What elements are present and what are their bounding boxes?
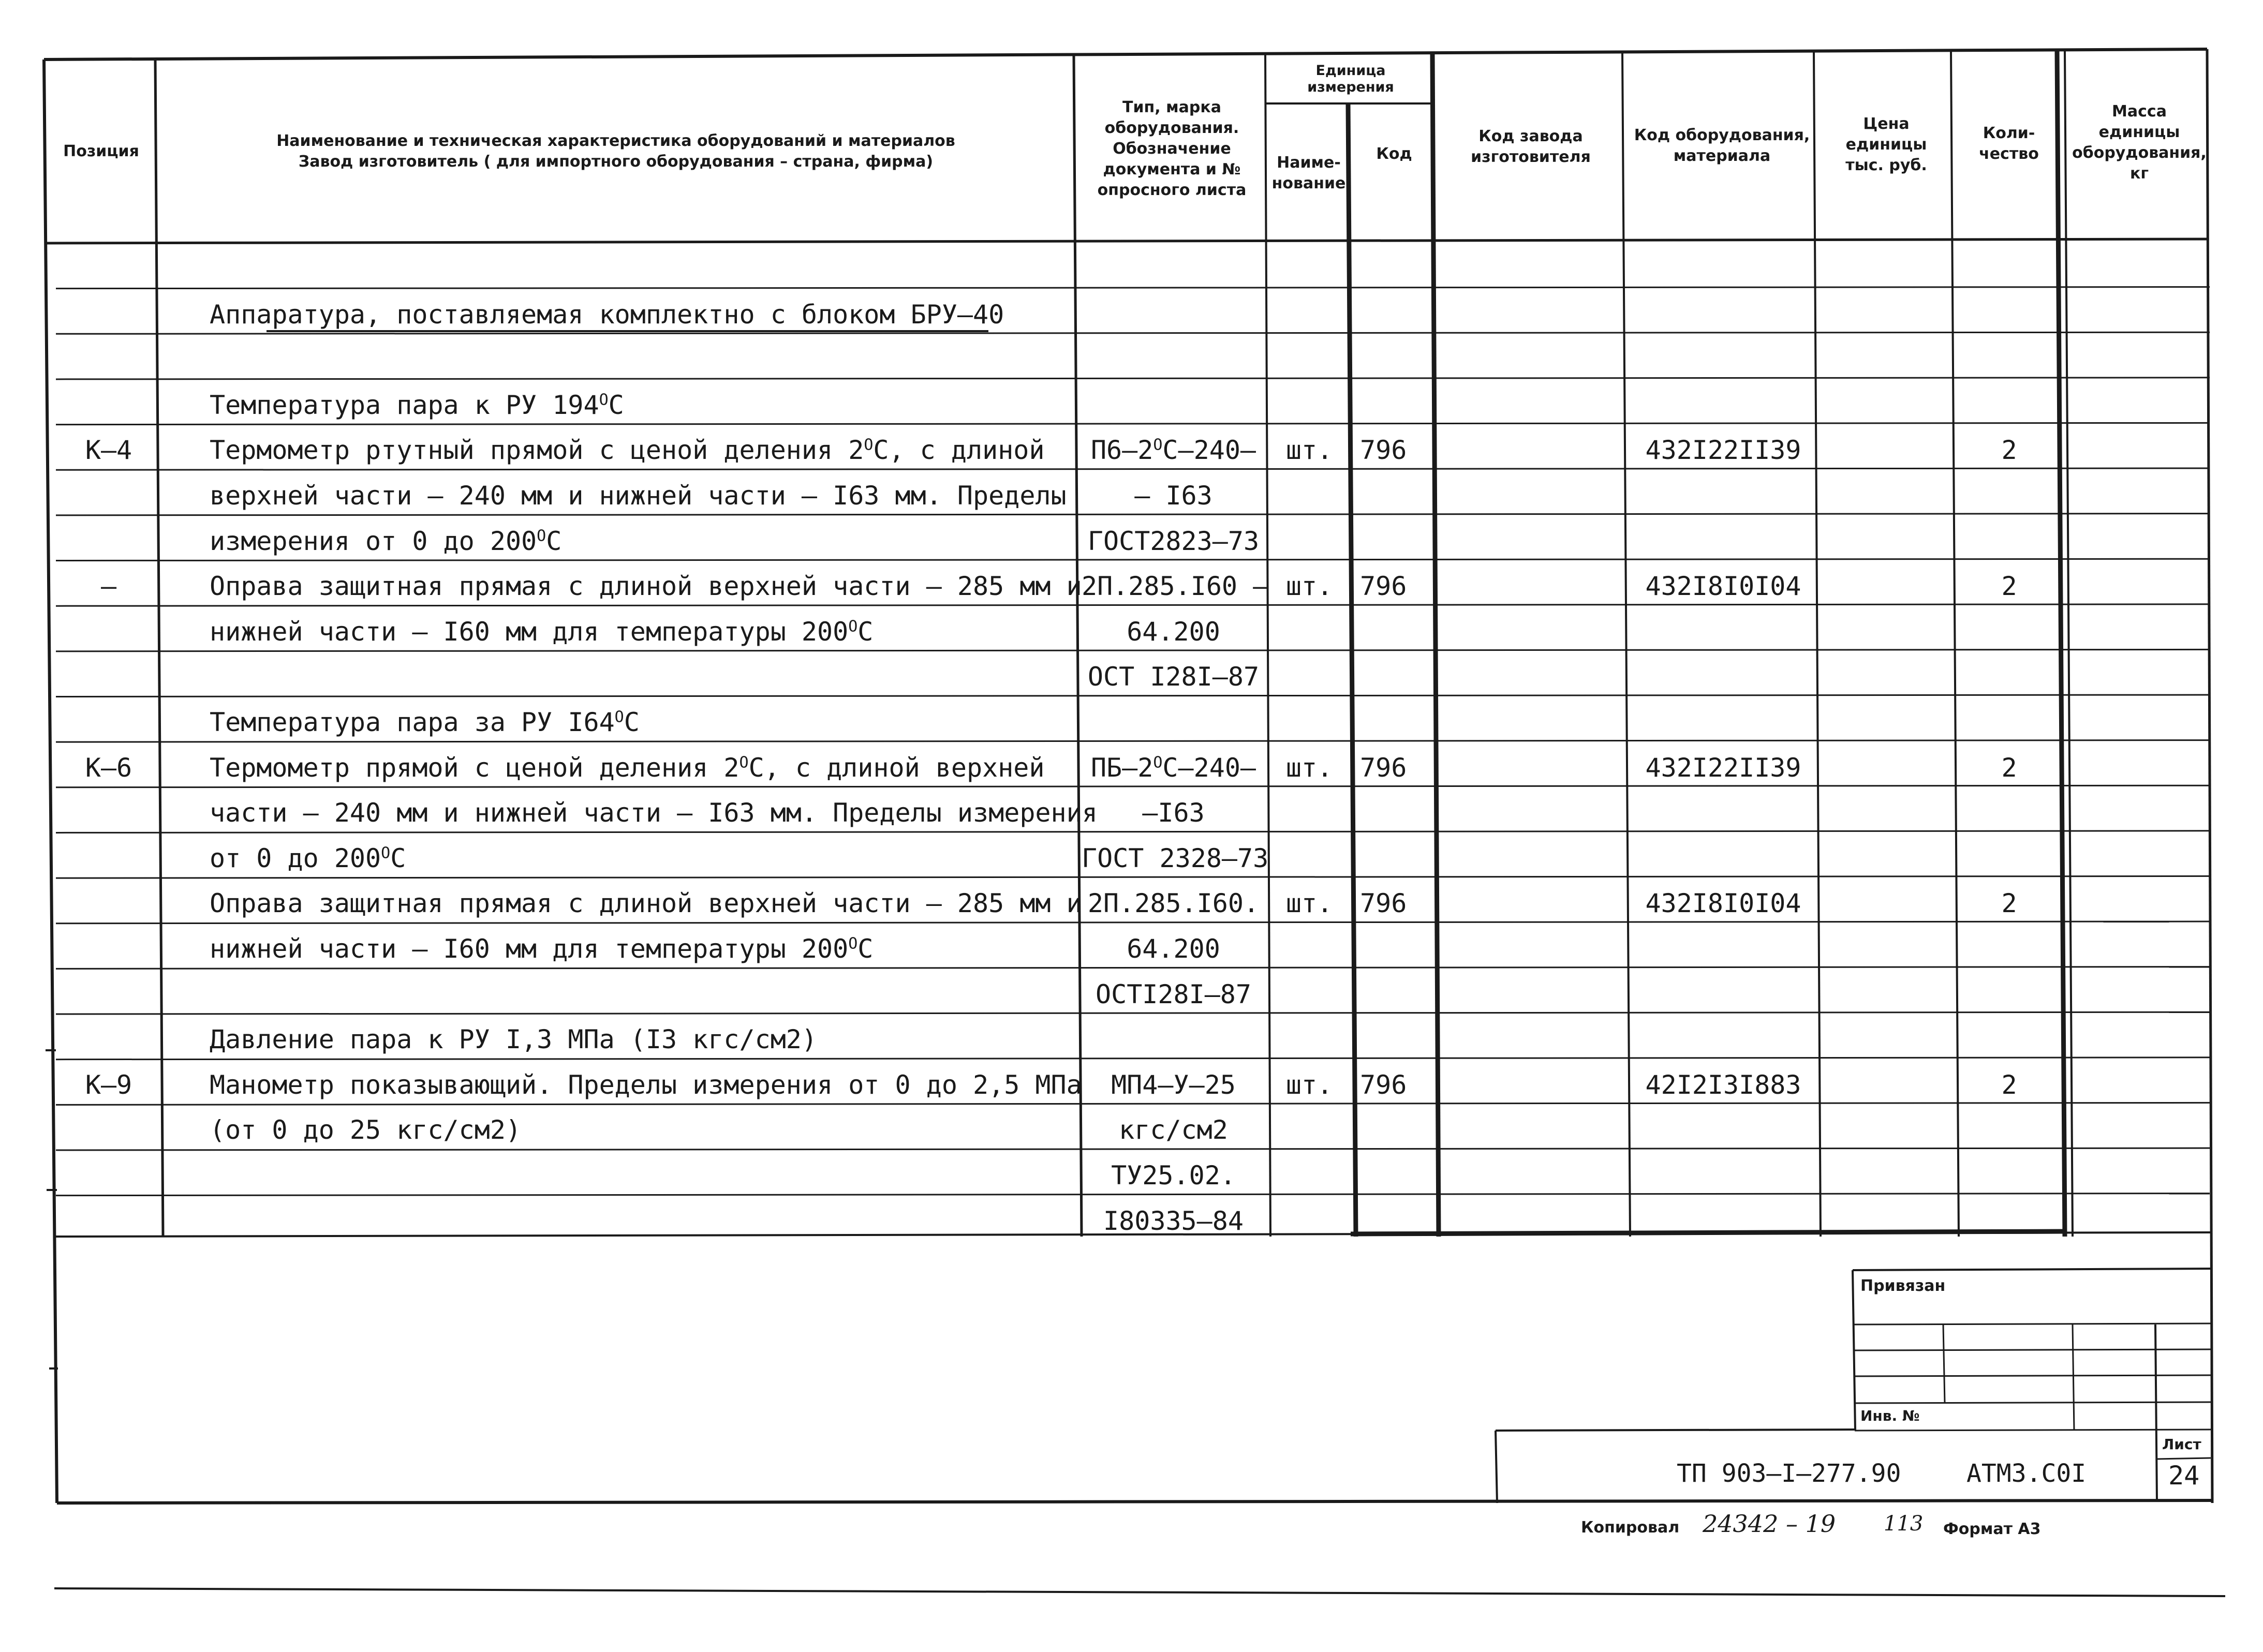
row-type: I80335–84 (1103, 1205, 1244, 1236)
row-name: нижней части – I60 мм для температуры $200^OС$ (210, 616, 874, 647)
row-code: 796 (1360, 435, 1407, 466)
header-price: Цена единицы тыс. руб. (1845, 114, 1927, 174)
row-qty: 2 (2001, 571, 2017, 602)
row-type: 64.200 (1127, 934, 1220, 964)
row-name: Термометр прямой с ценой деления $2^OС$, с длиной верхней (210, 752, 1045, 783)
row-pos: – (100, 571, 117, 602)
row-name: верхней части – 240 мм и нижней части – I63 мм. Пределы (210, 481, 1067, 511)
footer-format-label: Формат А3 (1943, 1520, 2041, 1538)
row-qty: 2 (2001, 888, 2017, 919)
header-unit-name: Наиме- нование (1271, 154, 1346, 192)
row-equip: 432I8I0I04 (1645, 888, 1801, 919)
row-name: (от 0 до 25 кгс/см2) (210, 1115, 522, 1145)
stamp-sheet-number: 24 (2168, 1461, 2200, 1491)
row-type: ГОСТ2823–73 (1087, 526, 1260, 556)
row-type: ОСТI28I–87 (1095, 979, 1252, 1009)
header-position: Позиция (63, 142, 139, 160)
row-unit: шт. (1285, 571, 1333, 602)
row-name: Давление пара к РУ I,3 МПа (I3 кгс/см2) (210, 1024, 817, 1055)
row-type: 2П.285.I60. (1087, 888, 1260, 919)
row-name: части – 240 мм и нижней части – I63 мм. Пределы измерения (210, 798, 1098, 828)
stamp-doc-section: АТМ3.С0I (1966, 1459, 2087, 1488)
row-pos: К–4 (85, 435, 132, 466)
row-pos: К–6 (85, 752, 132, 783)
header-equip-code: Код оборудования, материала (1634, 126, 1810, 165)
header-mass: Масса единицы оборудования, кг (2072, 102, 2207, 183)
row-type: МП4–У–25 (1111, 1069, 1236, 1100)
row-type: $ПБ-2^OС-240-$ (1090, 752, 1256, 783)
row-name: Температура пара к РУ $194^OС$ (210, 390, 624, 420)
row-type: ОСТ I28I–87 (1087, 662, 1260, 692)
row-name: Оправа защитная прямая с длиной верхней части – 285 мм и (210, 571, 1082, 602)
row-name: нижней части – I60 мм для температуры $200^OС$ (210, 934, 874, 964)
header-type: Тип, марка оборудования. Обозначение документа и № опросного листа (1097, 98, 1247, 199)
header-name: Наименование и техническая характеристика оборудований и материалов Завод изготовитель ( для импортного оборудования – страна, фирма) (276, 132, 955, 171)
row-code: 796 (1360, 752, 1407, 783)
section-underline (267, 330, 988, 332)
row-name: Оправа защитная прямая с длиной верхней части – 285 мм и (210, 888, 1082, 919)
row-unit: шт. (1285, 1069, 1333, 1100)
stamp-linked-label: Привязан (1860, 1277, 1946, 1295)
row-name: Манометр показывающий. Пределы измерения от 0 до 2,5 МПа (210, 1069, 1082, 1100)
row-qty: 2 (2001, 1069, 2017, 1100)
header-unit-code: Код (1376, 144, 1412, 163)
row-qty: 2 (2001, 752, 2017, 783)
row-type: 2П.285.I60 – (1082, 571, 1269, 602)
stamp-doc-code: ТП 903–I–277.90 (1677, 1459, 1901, 1488)
row-name: измерения от 0 до $200^OС$ (210, 526, 562, 556)
row-name: Аппаратура, поставляемая комплектно с блоком БРУ–40 (210, 299, 1004, 330)
row-code: 796 (1360, 1069, 1407, 1100)
stamp-sheet-label: Лист (2162, 1436, 2201, 1453)
row-type: 64.200 (1127, 616, 1220, 647)
row-pos: К–9 (85, 1069, 132, 1100)
header-qty: Коли- чество (1979, 124, 2039, 163)
row-type: ТУ25.02. (1111, 1160, 1236, 1190)
row-qty: 2 (2001, 435, 2017, 466)
row-code: 796 (1360, 571, 1407, 602)
footer-hand-small: 113 (1884, 1512, 1924, 1536)
row-equip: 432I22II39 (1645, 435, 1801, 466)
row-type: $П6-2^OС-240-$ (1090, 435, 1256, 466)
footer-hand-number: 24342 – 19 (1703, 1510, 1836, 1538)
row-equip: 42I2I3I883 (1645, 1069, 1801, 1100)
header-plant-code: Код завода изготовителя (1471, 127, 1591, 166)
row-type: –I63 (1142, 798, 1205, 828)
stamp-inv-label: Инв. № (1860, 1407, 1920, 1424)
row-type: ГОСТ 2328–73 (1082, 843, 1269, 873)
row-equip: 432I8I0I04 (1645, 571, 1801, 602)
row-unit: шт. (1285, 888, 1333, 919)
row-name: от 0 до $200^OС$ (210, 843, 406, 873)
row-code: 796 (1360, 888, 1407, 919)
row-name: Температура пара за РУ $I64^OС$ (210, 707, 640, 737)
header-unit-group: Единица измерения (1307, 63, 1394, 95)
footer-copied-label: Копировал (1581, 1519, 1680, 1537)
row-name: Термометр ртутный прямой с ценой деления $2^OС$, с длиной (210, 435, 1045, 466)
row-unit: шт. (1285, 435, 1333, 466)
row-type: – I63 (1134, 481, 1212, 511)
row-equip: 432I22II39 (1645, 752, 1801, 783)
row-unit: шт. (1285, 752, 1333, 783)
row-type: кгс/см2 (1119, 1115, 1228, 1145)
